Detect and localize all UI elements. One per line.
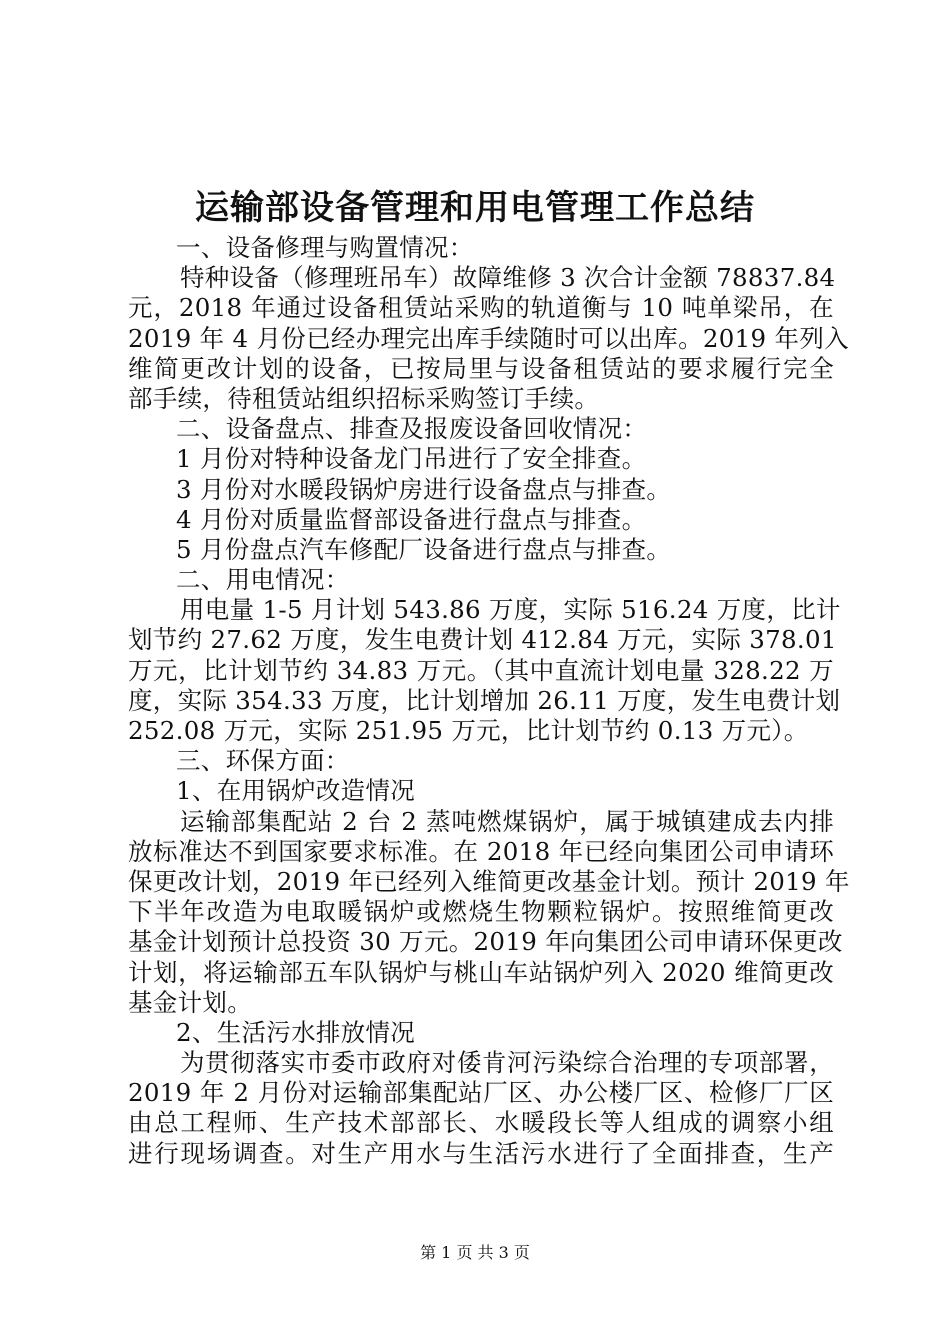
paragraph-line: 计划，将运输部五车队锅炉与桃山车站锅炉列入 2020 维简更改: [128, 957, 834, 987]
list-item: 5 月份盘点汽车修配厂设备进行盘点与排查。: [176, 534, 672, 564]
subsection-heading-boiler: 1、在用锅炉改造情况: [176, 776, 416, 806]
paragraph-line: 特种设备（修理班吊车）故障维修 3 次合计金额 78837.84: [180, 263, 836, 293]
paragraph-line: 252.08 万元，实际 251.95 万元，比计划节约 0.13 万元）。: [128, 716, 809, 745]
section-heading-electricity: 二、用电情况：: [176, 565, 350, 595]
paragraph-line: 放标准达不到国家要求标准。在 2018 年已经向集团公司申请环: [128, 836, 834, 866]
section-heading-environment: 三、环保方面：: [176, 746, 350, 776]
section-heading-inventory: 二、设备盘点、排查及报废设备回收情况：: [176, 414, 648, 444]
document-title: 运输部设备管理和用电管理工作总结: [195, 188, 755, 228]
subsection-heading-sewage: 2、生活污水排放情况: [176, 1017, 416, 1047]
list-item: 3 月份对水暖段锅炉房进行设备盘点与排查。: [176, 474, 672, 504]
section-heading-equipment-repair: 一、设备修理与购置情况：: [176, 233, 474, 262]
list-item: 4 月份对质量监督部设备进行盘点与排查。: [176, 504, 647, 534]
paragraph-line: 2019 年 4 月份已经办理完出库手续随时可以出库。2019 年列入: [128, 323, 849, 353]
paragraph-line: 元，2018 年通过设备租赁站采购的轨道衡与 10 吨单梁吊，在: [128, 293, 834, 323]
paragraph-line: 下半年改造为电取暖锅炉或燃烧生物颗粒锅炉。按照维简更改: [128, 897, 834, 927]
list-item: 1 月份对特种设备龙门吊进行了安全排查。: [176, 444, 647, 474]
paragraph-line: 万元，比计划节约 34.83 万元。（其中直流计划电量 328.22 万: [128, 655, 834, 685]
paragraph-line: 基金计划。: [128, 987, 252, 1017]
paragraph-line: 划节约 27.62 万度，发生电费计划 412.84 万元，实际 378.01: [128, 625, 837, 655]
page-number-footer: 第 1 页 共 3 页: [420, 1243, 530, 1262]
paragraph-line: 度，实际 354.33 万度，比计划增加 26.11 万度，发生电费计划: [128, 685, 841, 715]
paragraph-line: 由总工程师、生产技术部部长、水暖段长等人组成的调察小组: [128, 1108, 834, 1138]
paragraph-line: 基金计划预计总投资 30 万元。2019 年向集团公司申请环保更改: [128, 927, 843, 957]
paragraph-line: 维简更改计划的设备，已按局里与设备租赁站的要求履行完全: [128, 353, 834, 383]
paragraph-line: 保更改计划，2019 年已经列入维简更改基金计划。预计 2019 年: [128, 866, 850, 896]
paragraph-line: 2019 年 2 月份对运输部集配站厂区、办公楼厂区、检修厂厂区: [128, 1078, 834, 1108]
paragraph-line: 为贯彻落实市委市政府对倭肯河污染综合治理的专项部署，: [180, 1048, 834, 1078]
paragraph-line: 进行现场调查。对生产用水与生活污水进行了全面排查，生产: [128, 1138, 834, 1168]
paragraph-line: 部手续，待租赁站组织招标采购签订手续。: [128, 383, 600, 413]
paragraph-line: 用电量 1-5 月计划 543.86 万度，实际 516.24 万度，比计: [180, 595, 841, 625]
document-body: [128, 233, 850, 1169]
paragraph-line: 运输部集配站 2 台 2 蒸吨燃煤锅炉，属于城镇建成去内排: [180, 806, 834, 836]
